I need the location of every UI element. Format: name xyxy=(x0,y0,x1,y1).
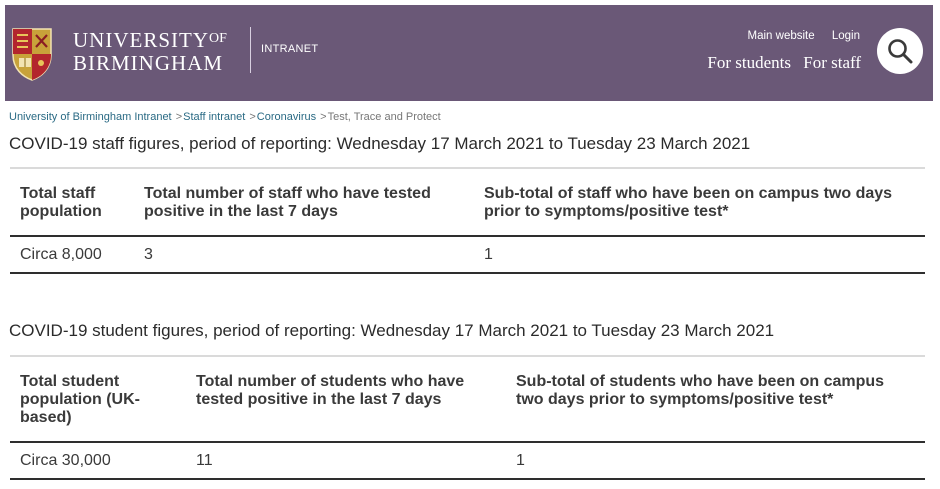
cell-staff-on-campus: 1 xyxy=(484,245,493,263)
university-crest-icon[interactable] xyxy=(11,27,53,81)
breadcrumb-separator: > xyxy=(249,111,256,123)
breadcrumb-item-staff-intranet[interactable]: Staff intranet xyxy=(183,111,246,123)
breadcrumb-separator: > xyxy=(320,111,327,123)
main-website-link[interactable]: Main website xyxy=(747,30,815,42)
staff-figures-title: COVID-19 staff figures, period of reporting: Wednesday 17 March 2021 to Tuesday 23 March 2021 xyxy=(9,134,751,153)
breadcrumb xyxy=(9,111,441,123)
col-header-student-positive: Total number of students who have tested positive in the last 7 days xyxy=(196,373,465,408)
table-header-row xyxy=(10,356,925,442)
breadcrumb-item-coronavirus[interactable]: Coronavirus xyxy=(256,111,317,123)
table-row xyxy=(10,442,925,479)
cell-student-positive: 11 xyxy=(196,451,213,469)
student-figures-table xyxy=(10,355,925,480)
cell-student-on-campus: 1 xyxy=(516,451,525,469)
utility-links xyxy=(734,30,860,42)
col-header-staff-positive: Total number of staff who have tested positive in the last 7 days xyxy=(144,185,431,220)
for-staff-link[interactable]: For staff xyxy=(803,53,861,72)
breadcrumb-separator: > xyxy=(175,111,183,123)
student-figures-title: COVID-19 student figures, period of reporting: Wednesday 17 March 2021 to Tuesday 23 March 2021 xyxy=(9,321,775,340)
intranet-label[interactable]: INTRANET xyxy=(261,43,319,55)
search-button[interactable] xyxy=(877,28,923,74)
cell-student-population: Circa 30,000 xyxy=(20,451,111,469)
for-students-link[interactable]: For students xyxy=(707,53,791,72)
wordmark-of: OF xyxy=(209,31,227,46)
col-header-student-population: Total student population (UK-based) xyxy=(20,373,140,426)
wordmark-line2: BIRMINGHAM xyxy=(73,51,224,75)
col-header-staff-population: Total staff population xyxy=(20,185,102,220)
university-wordmark[interactable] xyxy=(73,27,227,75)
breadcrumb-item-current: Test, Trace and Protect xyxy=(327,111,441,123)
login-link[interactable]: Login xyxy=(831,30,860,42)
cell-staff-population: Circa 8,000 xyxy=(20,245,102,263)
audience-links xyxy=(699,53,861,73)
col-header-student-on-campus: Sub-total of students who have been on campus two days prior to symptoms/positive test* xyxy=(516,373,885,408)
table-row xyxy=(10,236,925,273)
table-header-row xyxy=(10,168,925,236)
wordmark-line1: UNIVERSITY xyxy=(73,28,209,52)
magnifier-icon xyxy=(886,37,914,65)
cell-staff-positive: 3 xyxy=(144,245,153,263)
staff-figures-table xyxy=(10,167,925,274)
header-divider xyxy=(250,27,251,73)
breadcrumb-item-intranet[interactable]: University of Birmingham Intranet xyxy=(9,111,172,123)
col-header-staff-on-campus: Sub-total of staff who have been on campus two days prior to symptoms/positive test* xyxy=(484,185,893,220)
site-header xyxy=(5,5,933,101)
